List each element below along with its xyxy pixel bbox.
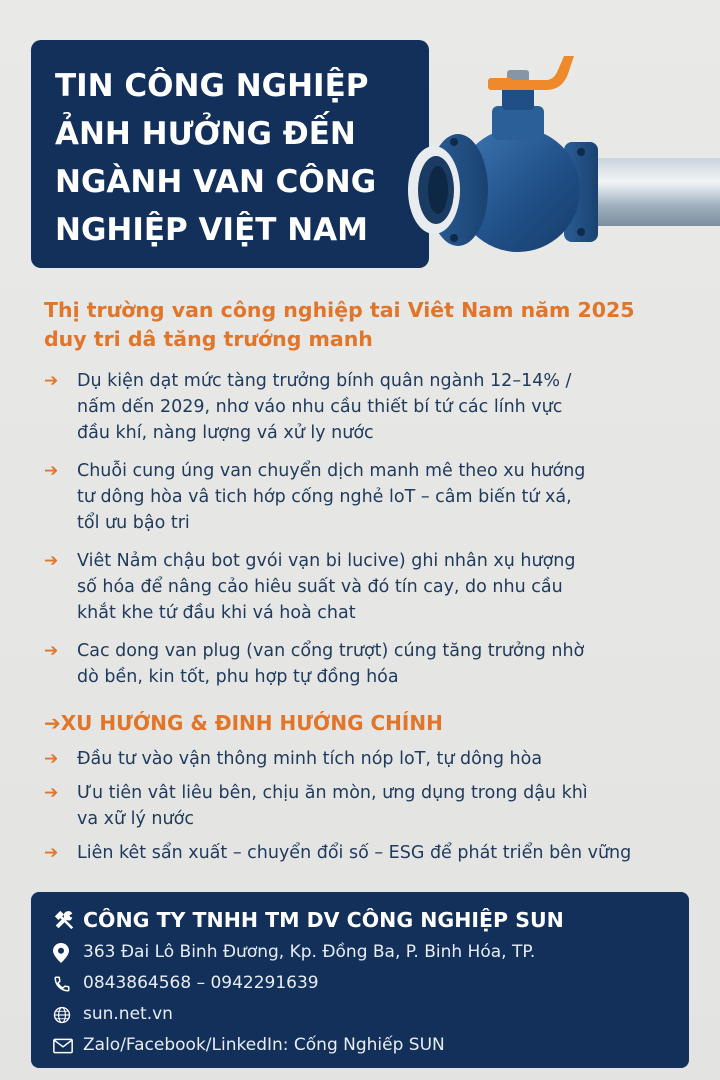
section-title [44, 296, 704, 354]
ball-valve-icon [396, 50, 720, 275]
address-text: 363 Đai Lô Binh Đương, Kp. Đồng Ba, P. Binh Hóa, TP. [83, 942, 536, 962]
market-points-list [44, 368, 714, 702]
arrow-right-icon: ➔ [44, 783, 59, 803]
arrow-right-icon: ➔ [44, 749, 59, 769]
section-title-line-1: Thị trường van công nghiệp tai Viêt Nam năm 2025 [44, 298, 635, 322]
website-link[interactable]: sun.net.vn [83, 1004, 173, 1024]
map-pin-icon [53, 943, 83, 963]
list-item-text: Liên kêt sẩn xuất – chuyển đổi số – ESG để phát triển bên vững [77, 843, 632, 863]
contact-website[interactable] [53, 999, 689, 1030]
company-name-row [53, 904, 689, 936]
title-line-2: ẢNH HƯỞNG ĐẾN [55, 116, 356, 152]
arrow-right-icon: ➔ [44, 641, 59, 661]
phone-text: 0843864568 – 0942291639 [83, 973, 319, 993]
title-line-4: NGHIỆP VIỆT NAM [55, 212, 368, 248]
list-item [44, 368, 714, 446]
list-item [44, 840, 714, 866]
tools-icon [53, 909, 79, 931]
phone-icon [53, 975, 83, 993]
title-line-3: NGÀNH VAN CÔNG [55, 164, 377, 200]
arrow-right-icon: ➔ [44, 551, 59, 571]
list-item [44, 548, 714, 626]
list-item [44, 458, 714, 536]
arrow-right-icon: ➔ [44, 843, 59, 863]
company-name: CÔNG TY TNHH TM DV CÔNG NGHIỆP SUN [83, 908, 564, 932]
arrow-right-icon: ➔ [44, 371, 59, 391]
section-title-line-2: duy tri dâ tăng trướng manh [44, 327, 373, 351]
title-line-1: TIN CÔNG NGHIỆP [55, 68, 369, 104]
list-item [44, 746, 714, 772]
list-item-text: Cac dong van plug (van cổng trượt) cúng tăng trưởng nhờ dò bền, kin tốt, phu hợp tự đồng hóa [77, 641, 585, 687]
trends-heading: ➔XU HƯỚNG & ĐINH HƯỚNG CHÍNH [44, 711, 443, 735]
list-item-text: Đầu tư vào vận thông minh tích nóp loT, tự dông hòa [77, 749, 543, 769]
social-text: Zalo/Facebook/LinkedIn: Cống Nghiếp SUN [83, 1035, 445, 1055]
title-card [31, 40, 429, 268]
arrow-right-icon: ➔ [44, 461, 59, 481]
list-item-text: Dụ kiện dạt mức tàng trưởng bính quân ngành 12–14% / nấm dến 2029, nhơ váo nhu cầu thiết bí tứ các lính vực đầu khí, nàng lượng vá xử ly nước [77, 371, 572, 443]
trend-points-list [44, 746, 714, 874]
list-item-text: Ưu tiên vât liêu bên, chịu ăn mòn, ưng dụng trong dậu khì va xữ lý nước [77, 783, 588, 829]
company-info-card [31, 892, 689, 1068]
list-item [44, 780, 714, 832]
list-item-text: Chuỗi cung úng van chuyển dịch manh mê theo xu hướng tư dông hòa vâ tich hớp cống nghẻ loT – câm biến tứ xá, tổl ưu bậo tri [77, 461, 586, 533]
list-item-text: Viêt Nảm chậu bot gvói vạn bi lucive) ghi nhân xụ hượng số hóa để nâng cảo hiêu suất và đó tín cay, do nhu cầu khắt khe tứ đầu khi vá hoà chat [77, 551, 576, 623]
contact-social[interactable] [53, 1030, 689, 1061]
contact-address [53, 937, 689, 968]
contact-phone[interactable] [53, 968, 689, 999]
mail-icon [53, 1038, 83, 1054]
globe-icon [53, 1006, 83, 1024]
list-item [44, 638, 714, 690]
